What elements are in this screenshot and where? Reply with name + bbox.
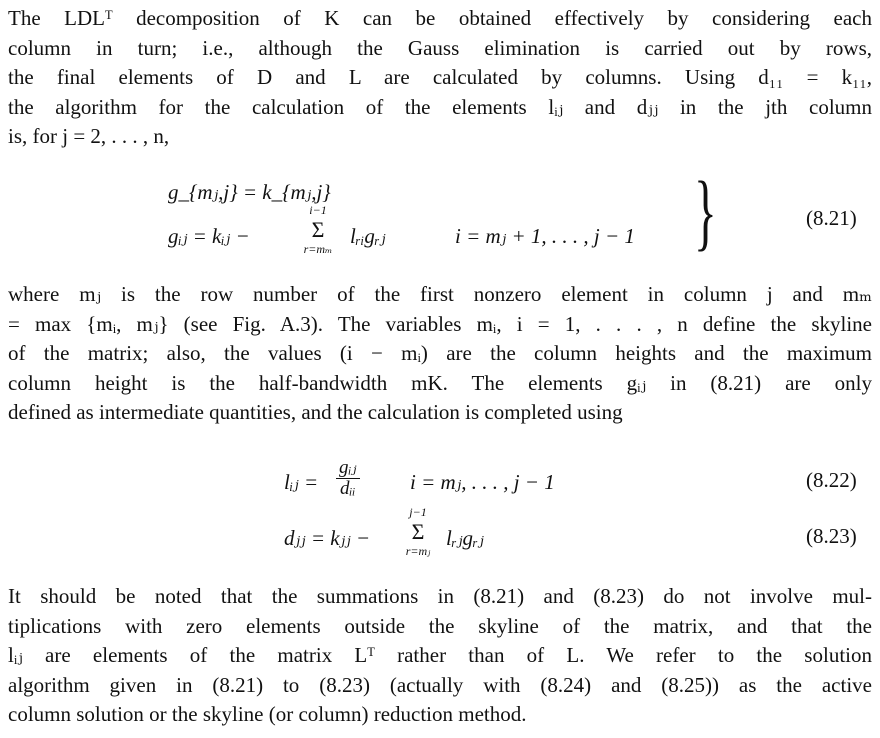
paragraph-intro bbox=[8, 4, 872, 152]
summation-icon: Σ bbox=[411, 519, 425, 545]
eq-8-23-lhs: dⱼⱼ = kⱼⱼ − bbox=[284, 526, 371, 550]
sum-upper-limit: i−1 bbox=[309, 203, 327, 218]
sum-lower-limit: r=mⱼ bbox=[405, 544, 431, 559]
sum-upper-limit: j−1 bbox=[409, 505, 427, 520]
text-line: The LDLᵀ decomposition of K can be obtained effectively by considering each bbox=[8, 6, 872, 30]
paragraph-skyline bbox=[8, 280, 872, 428]
eq-8-22-range: i = mⱼ, . . . , j − 1 bbox=[410, 470, 555, 494]
text-line: algorithm given in (8.21) to (8.23) (actually with (8.24) and (8.25)) as the active bbox=[8, 672, 872, 697]
eq-8-22-fraction bbox=[336, 458, 360, 499]
eq-8-21-range: i = mⱼ + 1, . . . , j − 1 bbox=[455, 224, 635, 248]
equation-number: (8.21) bbox=[806, 206, 857, 230]
text-line: the final elements of D and L are calculated by columns. Using d₁₁ = k₁₁, bbox=[8, 65, 872, 89]
equation-number: (8.22) bbox=[806, 468, 857, 492]
summation-icon: Σ bbox=[311, 217, 325, 243]
text-line: defined as intermediate quantities, and the calculation is completed using bbox=[8, 400, 623, 424]
text-line: where mⱼ is the row number of the first nonzero element in column j and mₘ bbox=[8, 282, 872, 306]
text-line: It should be noted that the summations in (8.21) and (8.23) do not involve mul- bbox=[8, 584, 872, 608]
text-line: = max {mᵢ, mⱼ} (see Fig. A.3). The variables mᵢ, i = 1, . . . , n define the skyline bbox=[8, 311, 872, 336]
sum-lower-limit: r=mₘ bbox=[303, 242, 333, 257]
text-line: column solution or the skyline (or column) reduction method. bbox=[8, 702, 527, 726]
eq-8-23-term: lᵣⱼgᵣⱼ bbox=[446, 526, 484, 550]
eq-8-23-sum bbox=[398, 505, 438, 559]
right-brace-icon: } bbox=[694, 163, 717, 259]
text-line: is, for j = 2, . . . , n, bbox=[8, 124, 170, 148]
text-line: column in turn; i.e., although the Gauss elimination is carried out by rows, bbox=[8, 35, 872, 60]
equation-number: (8.23) bbox=[806, 524, 857, 548]
fraction-numerator: gᵢⱼ bbox=[336, 458, 360, 479]
text-line: of the matrix; also, the values (i − mᵢ) are the column heights and the maximum bbox=[8, 341, 872, 365]
fraction-denominator: dᵢᵢ bbox=[340, 478, 356, 499]
text-line: column height is the half-bandwidth mK. The elements gᵢⱼ in (8.21) are only bbox=[8, 370, 872, 395]
eq-8-21-line1: g_{mⱼ,j} = k_{mⱼ,j} bbox=[168, 180, 331, 204]
eq-8-21-term: lᵣᵢgᵣⱼ bbox=[350, 224, 386, 248]
paragraph-conclusion bbox=[8, 582, 872, 730]
text-line: tiplications with zero elements outside the skyline of the matrix, and that the bbox=[8, 613, 872, 638]
text-line: the algorithm for the calculation of the elements lᵢⱼ and dⱼⱼ in the jth column bbox=[8, 94, 872, 119]
eq-8-21-sum bbox=[298, 203, 338, 257]
text-line: lᵢⱼ are elements of the matrix Lᵀ rather than of L. We refer to the solution bbox=[8, 643, 872, 667]
eq-8-22-lhs: lᵢⱼ = bbox=[284, 470, 319, 494]
eq-8-21-line2-lhs: gᵢⱼ = kᵢⱼ − bbox=[168, 224, 250, 248]
